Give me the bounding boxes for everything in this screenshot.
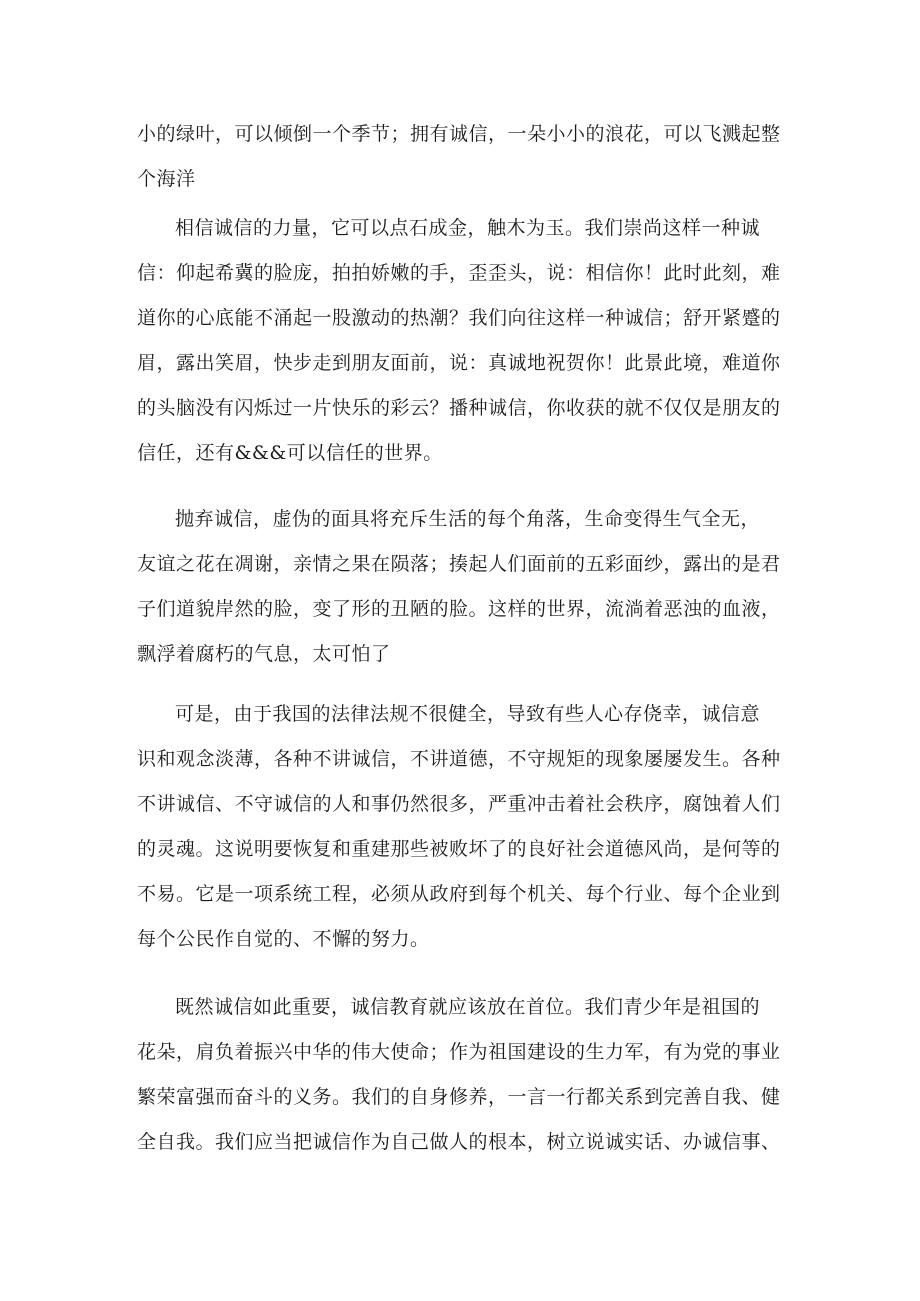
text-line: 道你的心底能不涌起一股激动的热潮？我们向往这样一种诚信；舒开紧蹙的 xyxy=(137,307,781,329)
text-line: 信任，还有&&&可以信任的世界。 xyxy=(137,442,443,464)
paragraph-2 xyxy=(137,206,797,476)
text-line: 的头脑没有闪烁过一片快乐的彩云？播种诚信，你收获的就不仅仅是朋友的 xyxy=(137,397,781,419)
text-line: 子们道貌岸然的脸，变了形的丑陋的脸。这样的世界，流淌着恶浊的血液， xyxy=(137,598,781,620)
text-line: 繁荣富强而奋斗的义务。我们的自身修养，一言一行都关系到完善自我、健 xyxy=(137,1086,781,1108)
paragraph-1 xyxy=(137,112,797,202)
text-line: 小的绿叶，可以倾倒一个季节；拥有诚信，一朵小小的浪花，可以飞溅起整 xyxy=(137,123,781,145)
text-line: 相信诚信的力量，它可以点石成金，触木为玉。我们崇尚这样一种诚 xyxy=(175,217,761,239)
text-line: 每个公民作自觉的、不懈的努力。 xyxy=(137,928,430,950)
paragraph-5 xyxy=(137,985,797,1165)
text-line: 信：仰起希冀的脸庞，拍拍娇嫩的手，歪歪头，说：相信你！此时此刻，难 xyxy=(137,262,781,284)
text-line: 可是，由于我国的法律法规不很健全，导致有些人心存侥幸，诚信意 xyxy=(175,703,761,725)
text-line: 眉，露出笑眉，快步走到朋友面前，说：真诚地祝贺你！此景此境，难道你 xyxy=(137,352,781,374)
paragraph-3 xyxy=(137,497,797,677)
paragraph-4 xyxy=(137,692,797,962)
text-line: 飘浮着腐朽的气息，太可怕了 xyxy=(137,643,391,665)
text-line: 既然诚信如此重要，诚信教育就应该放在首位。我们青少年是祖国的 xyxy=(175,996,761,1018)
text-line: 识和观念淡薄，各种不讲诚信，不讲道德，不守规矩的现象屡屡发生。各种 xyxy=(137,748,781,770)
text-line: 的灵魂。这说明要恢复和重建那些被败坏了的良好社会道德风尚，是何等的 xyxy=(137,838,781,860)
text-line: 花朵，肩负着振兴中华的伟大使命；作为祖国建设的生力军，有为党的事业 xyxy=(137,1041,781,1063)
text-line: 抛弃诚信，虚伪的面具将充斥生活的每个角落，生命变得生气全无， xyxy=(175,508,761,530)
text-line: 友谊之花在凋谢，亲情之果在陨落；揍起人们面前的五彩面纱，露出的是君 xyxy=(137,553,781,575)
text-line: 个海洋 xyxy=(137,168,196,190)
text-line: 不易。它是一项系统工程，必须从政府到每个机关、每个行业、每个企业到 xyxy=(137,883,781,905)
text-line: 全自我。我们应当把诚信作为自己做人的根本，树立说诚实话、办诚信事、 xyxy=(137,1131,781,1153)
text-line: 不讲诚信、不守诚信的人和事仍然很多，严重冲击着社会秩序，腐蚀着人们 xyxy=(137,793,781,815)
